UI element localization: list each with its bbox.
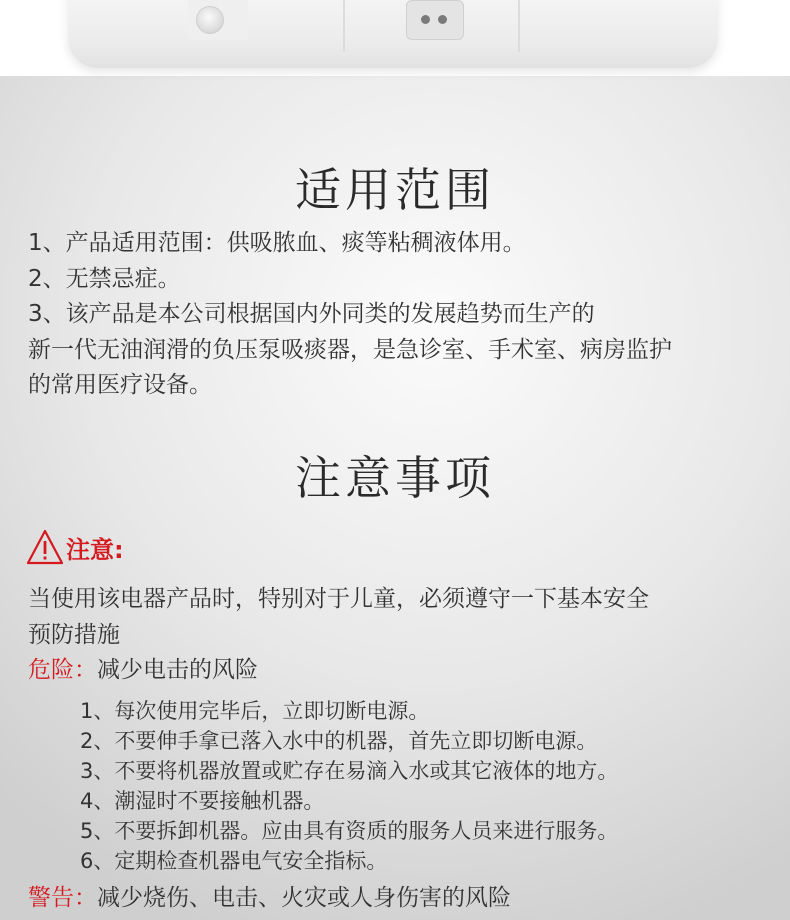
socket-pin bbox=[438, 15, 447, 24]
caution-row bbox=[28, 881, 511, 917]
socket-pin bbox=[421, 15, 430, 24]
warning-label: 注意: bbox=[66, 535, 124, 564]
notice-intro bbox=[28, 582, 649, 689]
list-item: 2、不要伸手拿已落入水中的机器，首先立即切断电源。 bbox=[80, 729, 598, 753]
product-image-band bbox=[0, 0, 790, 76]
scope-heading: 适用范围 bbox=[295, 163, 495, 217]
danger-text: 减少电击的风险 bbox=[97, 657, 258, 683]
caution-line bbox=[28, 881, 511, 917]
list-item: 4、潮湿时不要接触机器。 bbox=[80, 789, 325, 813]
danger-label: 危险： bbox=[28, 657, 97, 683]
scope-line: 2、无禁忌症。 bbox=[28, 265, 181, 292]
power-switch-icon bbox=[196, 6, 224, 34]
panel-divider bbox=[518, 0, 520, 52]
caution-label: 警告： bbox=[28, 885, 97, 911]
power-socket-icon bbox=[406, 0, 464, 40]
caution-text: 减少烧伤、电击、火灾或人身伤害的风险 bbox=[97, 885, 511, 911]
scope-line: 1、产品适用范围：供吸脓血、痰等粘稠液体用。 bbox=[28, 230, 526, 256]
list-item: 6、定期检查机器电气安全指标。 bbox=[80, 849, 388, 873]
notice-heading: 注意事项 bbox=[295, 451, 495, 505]
danger-line bbox=[28, 653, 649, 689]
list-item: 5、不要拆卸机器。应由具有资质的服务人员来进行服务。 bbox=[80, 819, 619, 843]
warning-row bbox=[26, 528, 124, 566]
panel-divider bbox=[343, 0, 345, 52]
danger-list bbox=[80, 696, 618, 876]
scope-line: 新一代无油润滑的负压泵吸痰器，是急诊室、手术室、病房监护 bbox=[28, 336, 672, 363]
intro-line: 当使用该电器产品时，特别对于儿童，必须遵守一下基本安全 bbox=[28, 586, 649, 612]
scope-line: 的常用医疗设备。 bbox=[28, 372, 212, 398]
list-item: 3、不要将机器放置或贮存在易滴入水或其它液体的地方。 bbox=[80, 759, 619, 783]
warning-triangle-icon bbox=[26, 529, 64, 565]
scope-line: 3、该产品是本公司根据国内外同类的发展趋势而生产的 bbox=[28, 301, 595, 327]
list-item: 1、每次使用完毕后，立即切断电源。 bbox=[80, 699, 430, 723]
suction-device-image bbox=[68, 0, 718, 68]
scope-text bbox=[28, 226, 672, 404]
intro-line: 预防措施 bbox=[28, 621, 120, 648]
